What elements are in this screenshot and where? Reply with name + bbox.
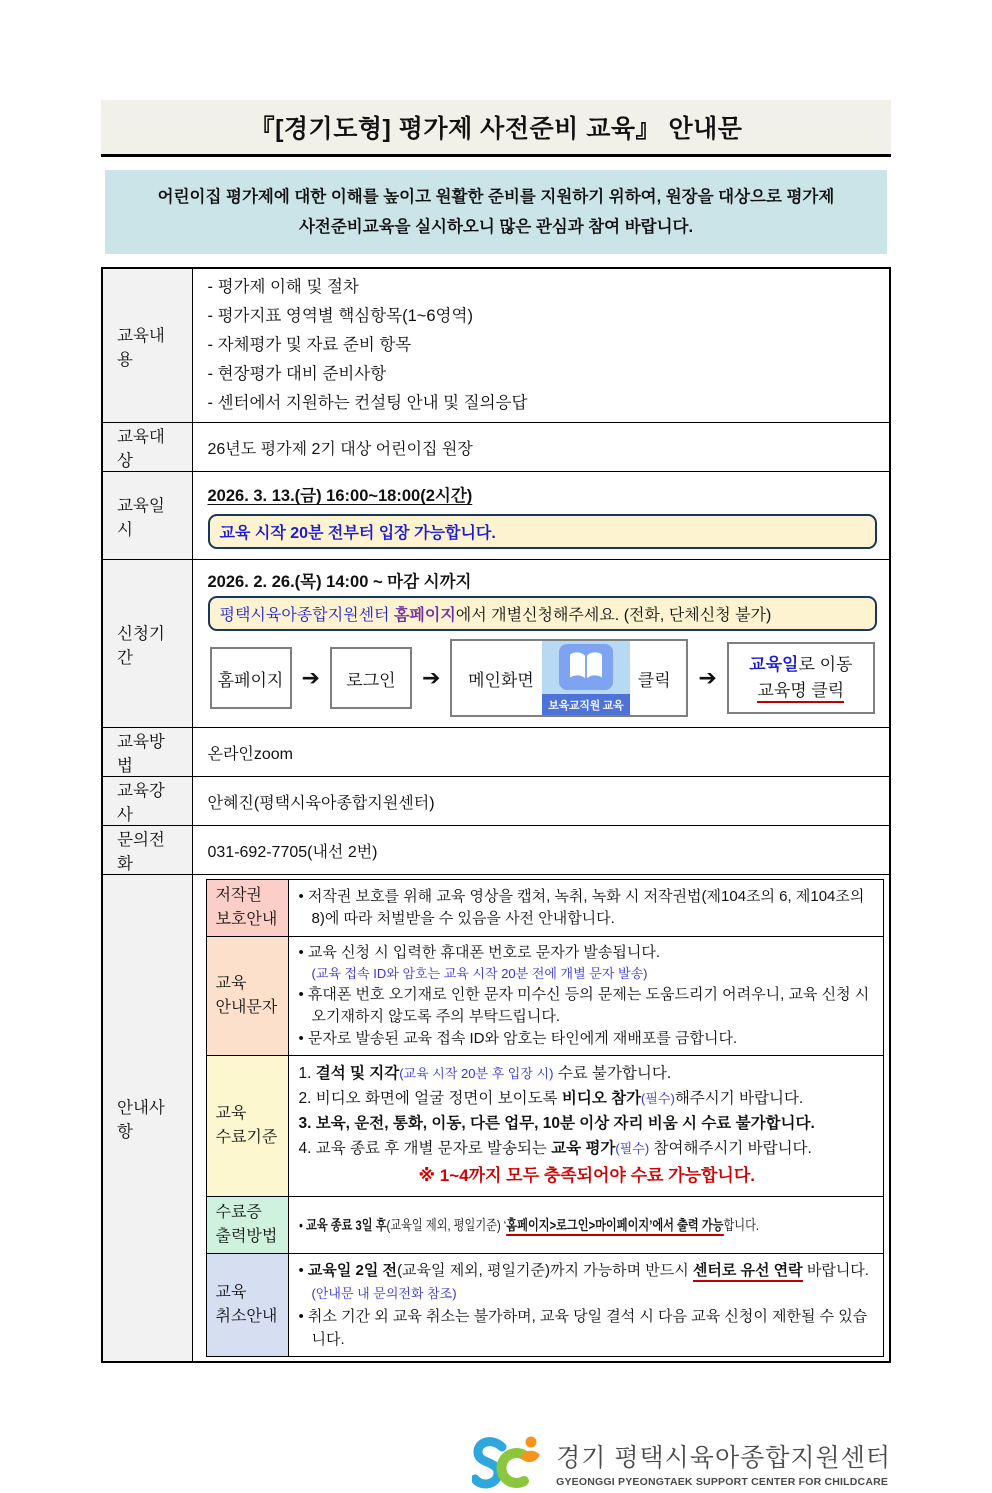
row-label-phone: 문의전화 <box>102 826 192 875</box>
intro-box <box>105 170 887 254</box>
title-bar <box>101 100 891 157</box>
notice-row-sms <box>206 937 884 1056</box>
apply-note-rest: 에서 개별신청해주세요. (전화, 단체신청 불가) <box>455 607 772 624</box>
completion-label: 교육 수료기준 <box>206 1056 288 1197</box>
notice-row-certificate <box>206 1197 884 1254</box>
notice-row-cancel <box>206 1254 884 1357</box>
sms-bullet-2: • 휴대폰 번호 오기재로 인한 문자 미수신 등의 문제는 도움드리기 어려우니, 교육 신청 시 오기재하지 않도록 주의 부탁드립니다. <box>298 986 870 1025</box>
cancel-bullet-2: • 취소 기간 외 교육 취소는 불가하며, 교육 당일 결석 시 다음 교육 신청이 제한될 수 있습니다. <box>298 1308 868 1348</box>
page-title: 『[경기도형] 평가제 사전준비 교육』 안내문 <box>249 115 743 143</box>
education-name-click: 교육명 클릭 <box>757 681 844 703</box>
certificate-bullet: • 교육 종료 3일 후(교육일 제외, 평일기준) ‘홈페이지>로그인>마이페이지’에서 출력 가능합니다. <box>299 1213 760 1237</box>
row-label-content: 교육내용 <box>102 268 192 423</box>
content-item: - 평가제 이해 및 절차 <box>207 278 359 296</box>
datetime-cell <box>192 472 890 560</box>
sms-bullet-1: • 교육 신청 시 입력한 휴대폰 번호로 문자가 발송됩니다. <box>298 944 661 961</box>
open-book-icon <box>559 644 613 690</box>
content-item: - 센터에서 지원하는 컨설팅 안내 및 질의응답 <box>207 394 528 412</box>
certificate-label: 수료증 출력방법 <box>206 1197 288 1254</box>
row-label-notice: 안내사항 <box>102 875 192 1363</box>
copyright-content <box>288 880 884 937</box>
content-item: - 자체평가 및 자료 준비 항목 <box>207 336 412 354</box>
intro-line-1: 어린이집 평가제에 대한 이해를 높이고 원활한 준비를 지원하기 위하여, 원장을 대상으로 평가제 <box>157 188 835 206</box>
copyright-bullet: • 저작권 보호를 위해 교육 영상을 캡쳐, 녹취, 녹화 시 저작권법(제104조의 6, 제104조의 8)에 따라 처벌받을 수 있음을 사전 안내합니다. <box>298 888 865 927</box>
education-day-rest: 로 이동 <box>798 655 853 674</box>
cancel-bullet-1: • 교육일 2일 전(교육일 제외, 평일기준)까지 가능하며 반드시 센터로 유선 연락 바랍니다. (안내문 내 문의전화 참조) <box>298 1262 869 1301</box>
completion-line-4: 4. 교육 종료 후 개별 문자로 발송되는 교육 평가(필수) 참여해주시기 바랍니다. <box>298 1140 812 1157</box>
org-text-block <box>556 1438 891 1488</box>
row-method <box>102 728 890 777</box>
org-name-english: GYEONGGI PYEONGTAEK SUPPORT CENTER FOR CHILDCARE <box>556 1476 889 1488</box>
row-target <box>102 423 890 472</box>
arrow-right-icon: ➔ <box>421 665 441 690</box>
flow-click-label: 클릭 <box>637 670 671 690</box>
flow-step-homepage: 홈페이지 <box>210 647 292 709</box>
content-item: - 평가지표 영역별 핵심항목(1~6영역) <box>207 307 473 325</box>
row-phone <box>102 826 890 875</box>
cancel-label: 교육 취소안내 <box>206 1254 288 1357</box>
sms-content <box>288 937 884 1056</box>
completion-line-2: 2. 비디오 화면에 얼굴 정면이 보이도록 비디오 참가(필수)해주시기 바랍니다. <box>298 1090 804 1107</box>
row-label-apply: 신청기간 <box>102 560 192 728</box>
footer <box>101 1433 891 1493</box>
content-item: - 현장평가 대비 준비사항 <box>207 365 387 383</box>
target-cell: 26년도 평가제 2기 대상 어린이집 원장 <box>192 423 890 472</box>
row-label-target: 교육대상 <box>102 423 192 472</box>
row-notice <box>102 875 890 1363</box>
entry-note-box <box>208 514 878 549</box>
application-flow <box>210 639 880 717</box>
copyright-label: 저작권 보호안내 <box>206 880 288 937</box>
sms-bullet-3: • 문자로 발송된 교육 접속 ID와 암호는 타인에게 재배포를 금합니다. <box>298 1030 738 1047</box>
open-book-glyph <box>567 651 605 683</box>
completion-footnote: ※ 1~4까지 모두 충족되어야 수료 가능합니다. <box>418 1166 755 1185</box>
apply-note-box <box>208 596 878 631</box>
completion-line-1: 1. 결석 및 지각(교육 시작 20분 후 입장 시) 수료 불가합니다. <box>298 1065 672 1082</box>
org-name-korean: 경기 평택시육아종합지원센터 <box>556 1444 891 1472</box>
row-label-method: 교육방법 <box>102 728 192 777</box>
instructor-cell: 안혜진(평택시육아종합지원센터) <box>192 777 890 826</box>
method-cell: 온라인zoom <box>192 728 890 777</box>
notice-row-completion <box>206 1056 884 1197</box>
intro-line-2: 사전준비교육을 실시하오니 많은 관심과 참여 바랍니다. <box>298 218 694 236</box>
apply-center-name: 평택시육아종합지원센터 <box>219 607 394 624</box>
row-datetime <box>102 472 890 560</box>
content-cell <box>192 268 890 423</box>
education-day-highlight: 교육일 <box>749 655 799 674</box>
flow-mainscreen-label: 메인화면 <box>468 670 534 690</box>
notice-page <box>101 0 891 1493</box>
notice-row-copyright <box>206 880 884 937</box>
childcare-education-book-icon <box>542 641 630 715</box>
apply-deadline: 2026. 2. 26.(목) 14:00 ~ 마감 시까지 <box>207 573 472 591</box>
completion-line-3: 3. 보육, 운전, 통화, 이동, 다른 업무, 10분 이상 자리 비움 시 수료 불가합니다. <box>298 1115 815 1132</box>
arrow-right-icon: ➔ <box>301 665 320 690</box>
row-label-datetime: 교육일시 <box>102 472 192 560</box>
notice-cell <box>192 875 890 1363</box>
notice-table <box>206 879 885 1357</box>
entry-note-text: 교육 시작 20분 전부터 입장 가능합니다. <box>219 525 496 542</box>
certificate-content <box>288 1197 884 1254</box>
sms-label: 교육 안내문자 <box>206 937 288 1056</box>
book-icon-caption: 보육교직원 교육 <box>542 694 630 715</box>
flow-step-mainscreen <box>450 639 688 717</box>
flow-step-education-day <box>727 642 875 714</box>
cancel-content <box>288 1254 884 1357</box>
sms-sub-note: (교육 접속 ID와 암호는 교육 시작 20분 전에 개별 문자 발송) <box>311 966 648 981</box>
arrow-right-icon: ➔ <box>698 665 717 690</box>
info-table <box>101 267 891 1363</box>
row-apply <box>102 560 890 728</box>
row-content <box>102 268 890 423</box>
row-instructor <box>102 777 890 826</box>
completion-content <box>288 1056 884 1197</box>
phone-cell: 031-692-7705(내선 2번) <box>192 826 890 875</box>
row-label-instructor: 교육강사 <box>102 777 192 826</box>
apply-homepage: 홈페이지 <box>393 607 456 624</box>
education-date: 2026. 3. 13.(금) 16:00~18:00(2시간) <box>207 487 473 505</box>
flow-step-login: 로그인 <box>330 647 412 709</box>
center-logo-icon <box>472 1433 546 1493</box>
apply-cell <box>192 560 890 728</box>
